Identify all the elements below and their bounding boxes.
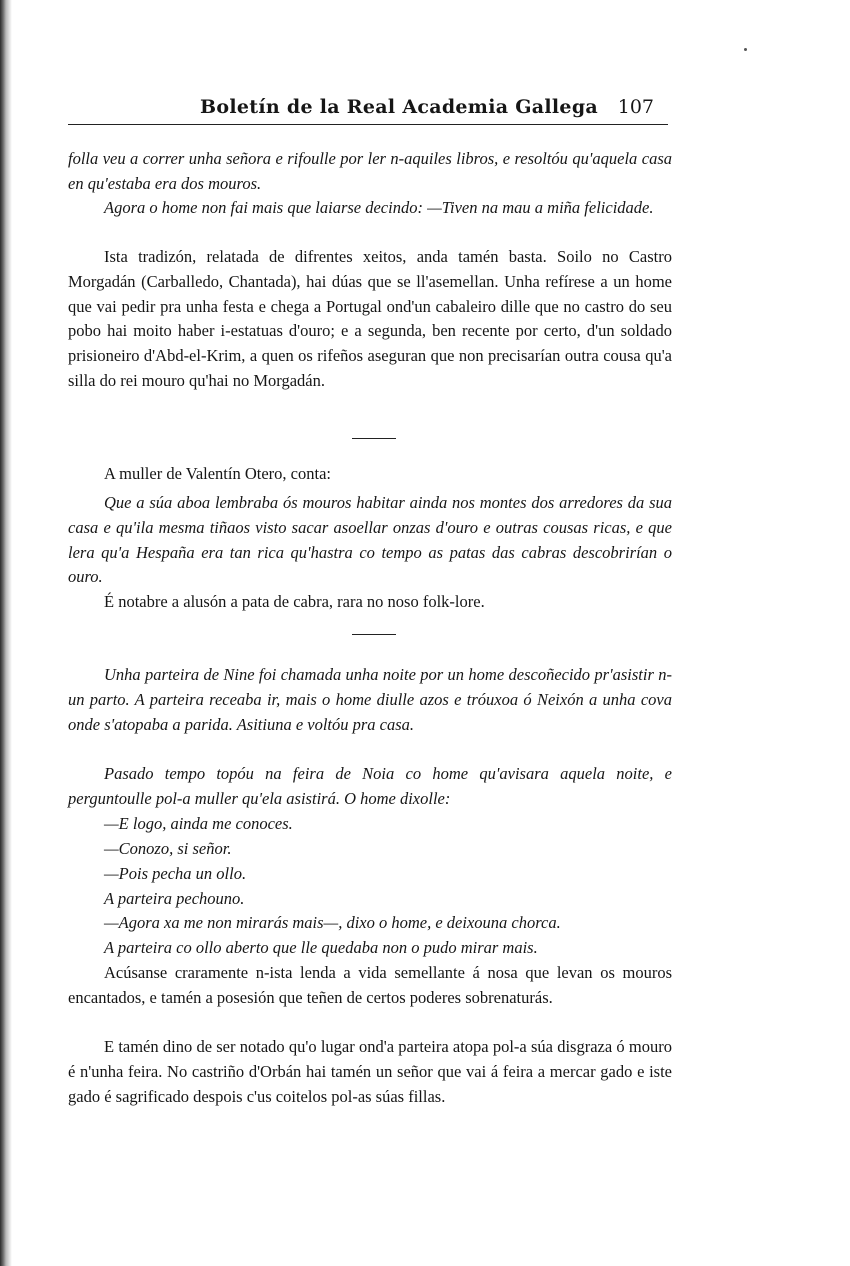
book-spine-edge [0, 0, 12, 1266]
paragraph-tradition: Ista tradizón, relatada de difrentes xeitos, anda tamén basta. Soilo no Castro Morgadán (Carballedo, Chantada), hai dúas que se ll'asemellan. Unha refírese a un home que vai pedir pra unha festa e chega a Portugal ond'un cabaleiro dille que no castro do seu pobo hai moito haber i-estatuas d'ouro; e a segunda, ben recente por certo, d'un soldado prisioneiro d'Abd-el-Krim, a quen os rifeños aseguran que non precisarían outra cousa qu'a silla do rei mouro qu'hai no Morgadán. [68, 247, 672, 390]
journal-title: Boletín de la Real Academia Gallega [200, 96, 599, 118]
page-number: 107 [617, 96, 654, 118]
dialogue-line: —E logo, ainda me conoces. [104, 814, 293, 833]
dialogue-line: —Conozo, si señor. [104, 839, 232, 858]
paragraph-goat-note: É notabre a alusón a pata de cabra, rara no noso folk-lore. [104, 592, 485, 611]
dialogue-line: A parteira pechouno. [104, 889, 245, 908]
paragraph-commentary: Acúsanse craramente n-ista lenda a vida semellante á nosa que levan os mouros encantados, e tamén a posesión que teñen de certos poderes sobrenaturás. [68, 963, 672, 1007]
paragraph-midwife-tale: Unha parteira de Nine foi chamada unha noite por un home descoñecido pr'asistir n-un parto. A parteira receaba ir, mais o home diulle azos e tróuxoa ó Neixón a unha cova onde s'atopaba a parida. Asitiuna e voltóu pra casa. [68, 665, 672, 734]
paragraph-market-encounter: Pasado tempo topóu na feira de Noia co home qu'avisara aquela noite, e perguntoulle pol-a muller qu'ela asistirá. O home dixolle: [68, 764, 672, 808]
section-separator [352, 634, 396, 635]
running-header [68, 92, 668, 125]
paragraph-orban: E tamén dino de ser notado qu'o lugar ond'a parteira atopa pol-a súa disgraza ó mouro é n'unha feira. No castriño d'Orbán hai tamén un señor que vai á feira a mercar gado e iste gado é sagrificado despois c'us coitelos pol-as súas fillas. [68, 1037, 672, 1106]
dialogue-line: A parteira co ollo aberto que lle quedaba non o pudo mirar mais. [104, 938, 538, 957]
section-separator [352, 438, 396, 439]
paragraph-continuation: folla veu a correr unha señora e rifoulle por ler n-aquiles libros, e resoltóu qu'aquela casa en qu'estaba era dos mouros. [68, 149, 672, 193]
dialogue-line: —Agora xa me non mirarás mais—, dixo o home, e deixouna chorca. [104, 913, 561, 932]
paragraph-intro-otero: A muller de Valentín Otero, conta: [104, 464, 331, 483]
paragraph-grandmother-story: Que a súa aboa lembraba ós mouros habitar ainda nos montes dos arredores da sua casa e qu'ila mesma tiñaos visto sacar asoellar onzas d'ouro e outras cousas ricas, e que lera qu'a Hespaña era tan rica qu'hastra co tempo as patas das cabras descobrirían o ouro. [68, 493, 672, 587]
paper-speck [744, 48, 747, 51]
dialogue-line: —Pois pecha un ollo. [104, 864, 247, 883]
paragraph-lament: Agora o home non fai mais que laiarse decindo: —Tiven na mau a miña felicidade. [104, 198, 654, 217]
